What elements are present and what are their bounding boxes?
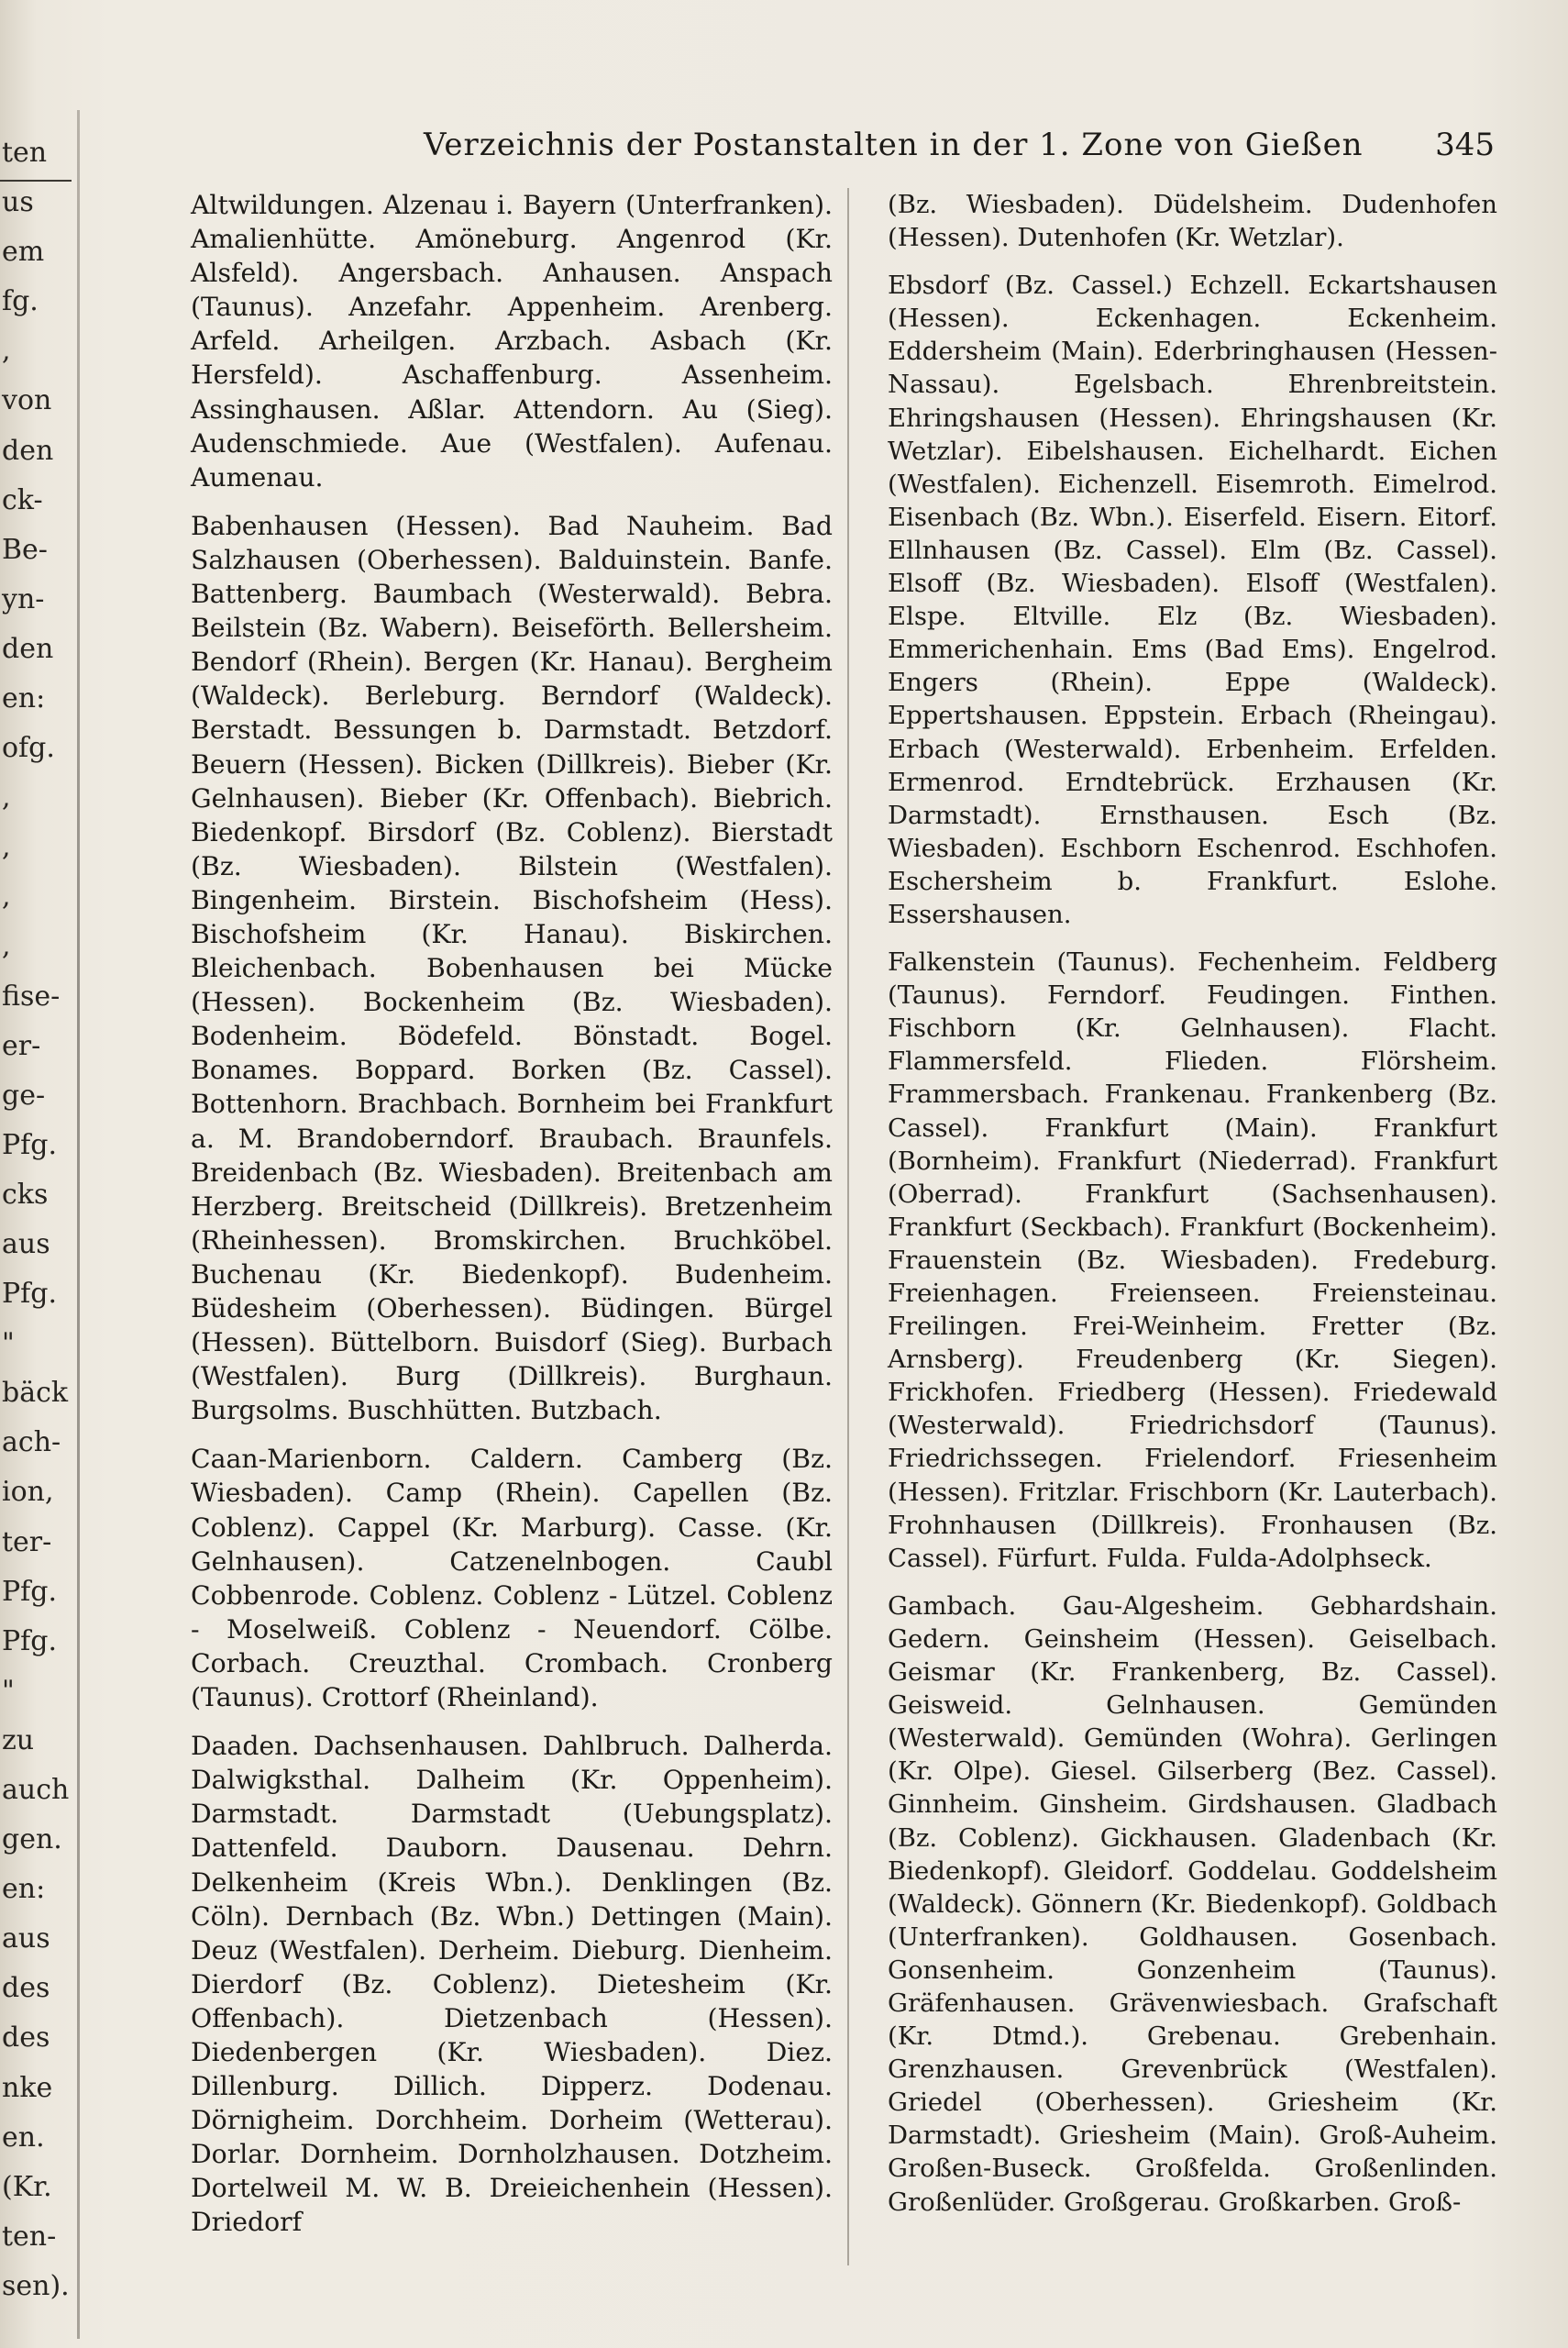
previous-page-fragment: ge-: [2, 1080, 46, 1112]
page-number: 345: [1435, 127, 1495, 163]
entry-block-f: [888, 946, 1497, 1575]
previous-page-fragment: von: [2, 384, 52, 416]
entry-text: Gambach. Gau-Algesheim. Gebhardshain. Gedern. Geinsheim (Hessen). Geiselbach. Geismar (Kr. Frankenberg, Bz. Cassel). Geisweid. Gelnhausen. Gemünden (Westerwald). Gemünden (Wohra). Gerlingen (Kr. Olpe). Giesel. Gilserberg (Bez. Cassel). Ginnheim. Ginsheim. Girdshausen. Gladbach (Bz. Coblenz). Gickhausen. Gladenbach (Kr. Biedenkopf). Gleidorf. Goddelau. Goddelsheim (Waldeck). Gönnern (Kr. Biedenkopf). Goldbach (Unterfranken). Goldhausen. Gosenbach. Gonsenheim. Gonzenheim (Taunus). Gräfenhausen. Grävenwiesbach. Grafschaft (Kr. Dtmd.). Grebenau. Grebenhain. Grenzhausen. Grevenbrück (Westfalen). Griedel (Oberhessen). Griesheim (Kr. Darmstadt). Griesheim (Main). Groß-Auheim. Großen-Buseck. Großfelda. Großenlinden. Großenlüder. Großgerau. Großkarben. Groß-: [888, 1590, 1497, 2217]
entry-block-b: [191, 509, 833, 1428]
entry-block-a-continued: [191, 188, 833, 494]
previous-page-fragment: aus: [2, 1228, 50, 1260]
previous-page-fragment: zu: [2, 1724, 35, 1756]
previous-page-fragment: ach-: [2, 1426, 61, 1458]
previous-page-fragment: den: [2, 435, 54, 467]
previous-page-margin: [0, 138, 72, 2339]
previous-page-fragment: des: [2, 2021, 50, 2054]
entry-text: Altwildungen. Alzenau i. Bayern (Unterfranken). Amalienhütte. Amöneburg. Angenrod (Kr. Alsfeld). Angersbach. Anhausen. Anspach (Taunus). Anzefahr. Appenheim. Arenberg. Arfeld. Arheilgen. Arzbach. Asbach (Kr. Hersfeld). Aschaffenburg. Assenheim. Assinghausen. Aßlar. Attendorn. Au (Sieg). Audenschmiede. Aue (Westfalen). Aufenau. Aumenau.: [191, 190, 833, 493]
entry-text: (Bz. Wiesbaden). Düdelsheim. Dudenhofen (Hessen). Dutenhofen (Kr. Wetzlar).: [888, 190, 1497, 253]
left-column: [191, 188, 833, 2254]
previous-page-fragment: ": [2, 1327, 15, 1359]
previous-page-fragment: bäck: [2, 1377, 69, 1409]
previous-page-fragment: Pfg.: [2, 1576, 58, 1608]
previous-page-fragment: Pfg.: [2, 1625, 58, 1657]
entry-text: Babenhausen (Hessen). Bad Nauheim. Bad Salzhausen (Oberhessen). Balduinstein. Banfe. Battenberg. Baumbach (Westerwald). Bebra. Beilstein (Bz. Wabern). Beiseförth. Bellersheim. Bendorf (Rhein). Bergen (Kr. Hanau). Bergheim (Waldeck). Berleburg. Berndorf (Waldeck). Berstadt. Bessungen b. Darmstadt. Betzdorf. Beuern (Hessen). Bicken (Dillkreis). Bieber (Kr. Gelnhausen). Bieber (Kr. Offenbach). Biebrich. Biedenkopf. Birsdorf (Bz. Coblenz). Bierstadt (Bz. Wiesbaden). Bilstein (Westfalen). Bingenheim. Birstein. Bischofsheim (Hess). Bischofsheim (Kr. Hanau). Biskirchen. Bleichenbach. Bobenhausen bei Mücke (Hessen). Bockenheim (Bz. Wiesbaden). Bodenheim. Bödefeld. Bönstadt. Bogel. Bonames. Boppard. Borken (Bz. Cassel). Bottenhorn. Brachbach. Bornheim bei Frankfurt a. M. Brandoberndorf. Braubach. Braunfels. Breidenbach (Bz. Wiesbaden). Breitenbach am Herzberg. Breitscheid (Dillkreis). Bretzenheim (Rheinhessen). Bromskirchen. Bruchköbel. Buchenau (Kr. Biedenkopf). Budenheim. Büdesheim (Oberhessen). Büdingen. Bürgel (Hessen). Büttelborn. Buisdorf (Sieg). Burbach (Westfalen). Burg (Dillkreis). Burghaun. Burgsolms. Buschhütten. Butzbach.: [191, 510, 833, 1426]
previous-page-fragment: en:: [2, 1873, 46, 1905]
entry-block-e: [888, 269, 1497, 931]
binding-gutter: [77, 110, 80, 2339]
entry-block-c: [191, 1442, 833, 1714]
previous-page-fragment: ,: [2, 930, 11, 962]
previous-page-fragment: fg.: [2, 285, 39, 317]
previous-page-fragment: fise-: [2, 980, 61, 1013]
entry-text: Daaden. Dachsenhausen. Dahlbruch. Dalherda. Dalwigksthal. Dalheim (Kr. Oppenheim). Darmstadt. Darmstadt (Uebungsplatz). Dattenfeld. Dauborn. Dausenau. Dehrn. Delkenheim (Kreis Wbn.). Denklingen (Bz. Cöln). Dernbach (Bz. Wbn.) Dettingen (Main). Deuz (Westfalen). Derheim. Dieburg. Dienheim. Dierdorf (Bz. Coblenz). Dietesheim (Kr. Offenbach). Dietzenbach (Hessen). Diedenbergen (Kr. Wiesbaden). Diez. Dillenburg. Dillich. Dipperz. Dodenau. Dörnigheim. Dorchheim. Dorheim (Wetterau). Dorlar. Dornheim. Dornholzhausen. Dotzheim. Dortelweil M. W. B. Dreieichenhein (Hessen). Driedorf: [191, 1731, 833, 2238]
entry-text: Falkenstein (Taunus). Fechenheim. Feldberg (Taunus). Ferndorf. Feudingen. Finthen. Fischborn (Kr. Gelnhausen). Flacht. Flammersfeld. Flieden. Flörsheim. Frammersbach. Frankenau. Frankenberg (Bz. Cassel). Frankfurt (Main). Frankfurt (Bornheim). Frankfurt (Niederrad). Frankfurt (Oberrad). Frankfurt (Sachsenhausen). Frankfurt (Seckbach). Frankfurt (Bockenheim). Frauenstein (Bz. Wiesbaden). Fredeburg. Freienhagen. Freienseen. Freiensteinau. Freilingen. Frei-Weinheim. Fretter (Bz. Arnsberg). Freudenberg (Kr. Siegen). Frickhofen. Friedberg (Hessen). Friedewald (Westerwald). Friedrichsdorf (Taunus). Friedrichssegen. Frielendorf. Friesenheim (Hessen). Fritzlar. Frischborn (Kr. Lauterbach). Frohnhausen (Dillkreis). Fronhausen (Bz. Cassel). Fürfurt. Fulda. Fulda-Adolphseck.: [888, 947, 1497, 1573]
entry-block-g: [888, 1589, 1497, 2219]
previous-page-fragment: gen.: [2, 1823, 62, 1855]
previous-page-fragment: aus: [2, 1922, 50, 1955]
previous-page-fragment: ": [2, 1675, 15, 1707]
previous-page-fragment: den: [2, 633, 54, 665]
entry-block-d: [191, 1729, 833, 2239]
entry-text: Ebsdorf (Bz. Cassel.) Echzell. Eckartshausen (Hessen). Eckenhagen. Eckenheim. Eddersheim (Main). Ederbringhausen (Hessen-Nassau). Egelsbach. Ehrenbreitstein. Ehringshausen (Hessen). Ehringshausen (Kr. Wetzlar). Eibelshausen. Eichelhardt. Eichen (Westfalen). Eichenzell. Eisemroth. Eimelrod. Eisenbach (Bz. Wbn.). Eiserfeld. Eisern. Eitorf. Ellnhausen (Bz. Cassel). Elm (Bz. Cassel). Elsoff (Bz. Wiesbaden). Elsoff (Westfalen). Elspe. Eltville. Elz (Bz. Wiesbaden). Emmerichenhain. Ems (Bad Ems). Engelrod. Engers (Rhein). Eppe (Waldeck). Eppertshausen. Eppstein. Erbach (Rheingau). Erbach (Westerwald). Erbenheim. Erfelden. Ermenrod. Erndtebrück. Erzhausen (Kr. Darmstadt). Ernsthausen. Esch (Bz. Wiesbaden). Eschborn Eschenrod. Eschhofen. Eschersheim b. Frankfurt. Eslohe. Essershausen.: [888, 271, 1497, 929]
previous-page-fragment: sen).: [2, 2270, 70, 2302]
previous-page-fragment: en.: [2, 2121, 45, 2154]
previous-page-fragment: auch: [2, 1774, 70, 1806]
running-title: Verzeichnis der Postanstalten in der 1. Zone von Gießen: [424, 127, 1364, 163]
previous-page-fragment: nke: [2, 2072, 53, 2104]
previous-page-fragment: des: [2, 1972, 50, 2004]
entry-block-d-continued: [888, 188, 1497, 254]
previous-page-fragment: ion,: [2, 1476, 54, 1508]
entry-text: Caan-Marienborn. Caldern. Camberg (Bz. Wiesbaden). Camp (Rhein). Capellen (Bz. Coblenz). Cappel (Kr. Marburg). Casse. (Kr. Gelnhausen). Catzenelnbogen. Caubl Cobbenrode. Coblenz. Coblenz - Lützel. Coblenz - Moselweiß. Coblenz - Neuendorf. Cölbe. Corbach. Creuzthal. Crombach. Cronberg (Taunus). Crottorf (Rheinland).: [191, 1444, 833, 1713]
right-column: [888, 188, 1497, 2233]
previous-page-fragment: cks: [2, 1179, 49, 1211]
previous-page-fragment: en:: [2, 682, 46, 714]
previous-page-fragment: ck-: [2, 484, 43, 516]
previous-page-fragment: (Kr.: [2, 2171, 52, 2203]
page-header: [174, 127, 1495, 172]
previous-page-header-rule: [0, 180, 72, 182]
previous-page-fragment: yn-: [2, 583, 45, 615]
previous-page-fragment: ,: [2, 831, 11, 863]
previous-page-fragment: Be-: [2, 534, 48, 566]
previous-page-fragment: ten-: [2, 2221, 57, 2253]
previous-page-fragment: Pfg.: [2, 1278, 58, 1310]
previous-page-fragment: ter-: [2, 1526, 52, 1558]
previous-page-fragment: em: [2, 236, 45, 268]
previous-page-fragment: us: [2, 186, 34, 218]
previous-page-fragment: ofg.: [2, 732, 55, 764]
column-divider: [847, 188, 849, 2265]
previous-page-fragment: ,: [2, 880, 11, 913]
previous-page-fragment: ,: [2, 335, 11, 367]
previous-page-fragment: ten: [2, 137, 48, 169]
previous-page-fragment: er-: [2, 1030, 41, 1062]
previous-page-fragment: Pfg.: [2, 1129, 58, 1161]
previous-page-fragment: ,: [2, 781, 11, 814]
